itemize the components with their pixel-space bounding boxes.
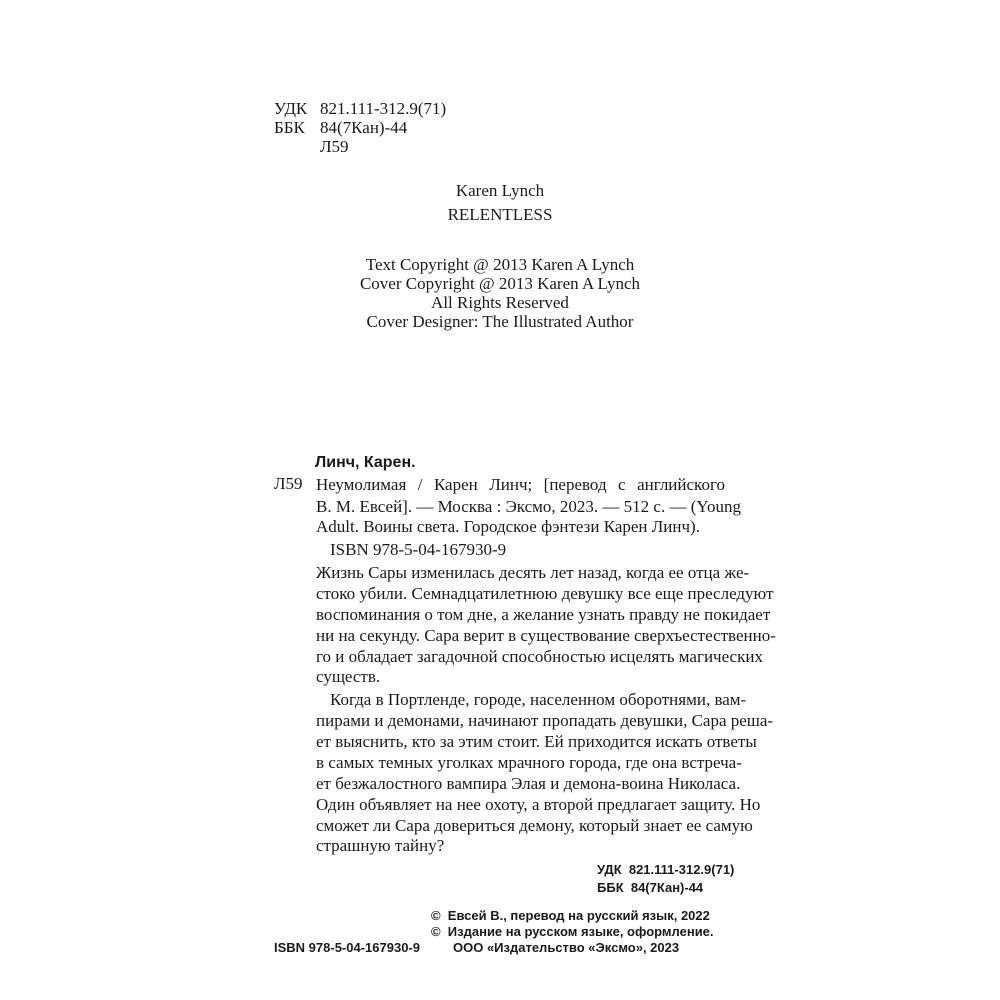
udk-line xyxy=(274,99,447,118)
udk-value: 821.111-312.9(71) xyxy=(320,99,447,118)
udk-bottom: УДК 821.111-312.9(71) xyxy=(597,862,735,877)
annotation-line: стоко убили. Семнадцатилетнюю девушку все еще преследуют xyxy=(316,584,774,603)
catalog-entry-line: Adult. Воины света. Городское фэнтези Карен Линч). xyxy=(316,517,700,536)
annotation-line: го и обладает загадочной способностью исцелять магических xyxy=(316,647,763,666)
annotation-line: ни на секунду. Сара верит в существование сверхъестественно- xyxy=(316,626,776,645)
annotation-line: Когда в Портленде, городе, населенном оборотнями, вам- xyxy=(330,690,747,709)
annotation-line: в самых темных уголках мрачного города, где она встреча- xyxy=(316,753,742,772)
original-title: RELENTLESS xyxy=(447,205,553,224)
original-author: Karen Lynch xyxy=(455,181,545,200)
footer-isbn: ISBN 978-5-04-167930-9 xyxy=(274,940,420,955)
bbk-line xyxy=(274,118,408,137)
copyright-line: Cover Designer: The Illustrated Author xyxy=(366,312,634,331)
annotation-line: сможет ли Сара довериться демону, который знает ее самую xyxy=(316,816,753,835)
author-mark-top: Л59 xyxy=(320,137,349,156)
annotation-line: воспоминания о том дне, а желание узнать правду не покидает xyxy=(316,605,771,624)
annotation-line: Один объявляет на нее охоту, а второй предлагает защиту. Но xyxy=(316,795,761,814)
annotation-line: Жизнь Сары изменилась десять лет назад, когда ее отца же- xyxy=(316,563,750,582)
catalog-entry-line: Неумолимая / Карен Линч; [перевод с английского xyxy=(316,475,725,494)
footer-copyright-line: © Евсей В., перевод на русский язык, 2022 xyxy=(431,908,710,923)
annotation-line: страшную тайну? xyxy=(316,836,445,855)
catalog-author-mark: Л59 xyxy=(274,474,303,493)
copyright-line: Cover Copyright @ 2013 Karen A Lynch xyxy=(359,274,641,293)
annotation-line: ет безжалостного вампира Элая и демона-воина Николаса. xyxy=(316,774,741,793)
bbk-bottom: ББК 84(7Кан)-44 xyxy=(597,880,704,895)
catalog-isbn: ISBN 978-5-04-167930-9 xyxy=(330,540,507,559)
catalog-entry-line: В. М. Евсей]. — Москва : Эксмо, 2023. — 512 с. — (Young xyxy=(316,497,741,516)
footer-copyright-line: ООО «Издательство «Эксмо», 2023 xyxy=(453,940,680,955)
bbk-label: ББК xyxy=(274,118,305,137)
annotation-line: существ. xyxy=(316,667,381,686)
annotation-line: ет выяснить, кто за этим стоит. Ей приходится искать ответы xyxy=(316,732,757,751)
bbk-value: 84(7Кан)-44 xyxy=(320,118,408,137)
footer-copyright-line: © Издание на русском языке, оформление. xyxy=(431,924,714,939)
catalog-heading: Линч, Карен. xyxy=(315,454,416,471)
copyright-line: All Rights Reserved xyxy=(431,293,569,312)
annotation-line: пирами и демонами, начинают пропадать девушки, Сара реша- xyxy=(316,711,774,730)
udk-label: УДК xyxy=(274,99,308,118)
copyright-line: Text Copyright @ 2013 Karen A Lynch xyxy=(365,255,635,274)
